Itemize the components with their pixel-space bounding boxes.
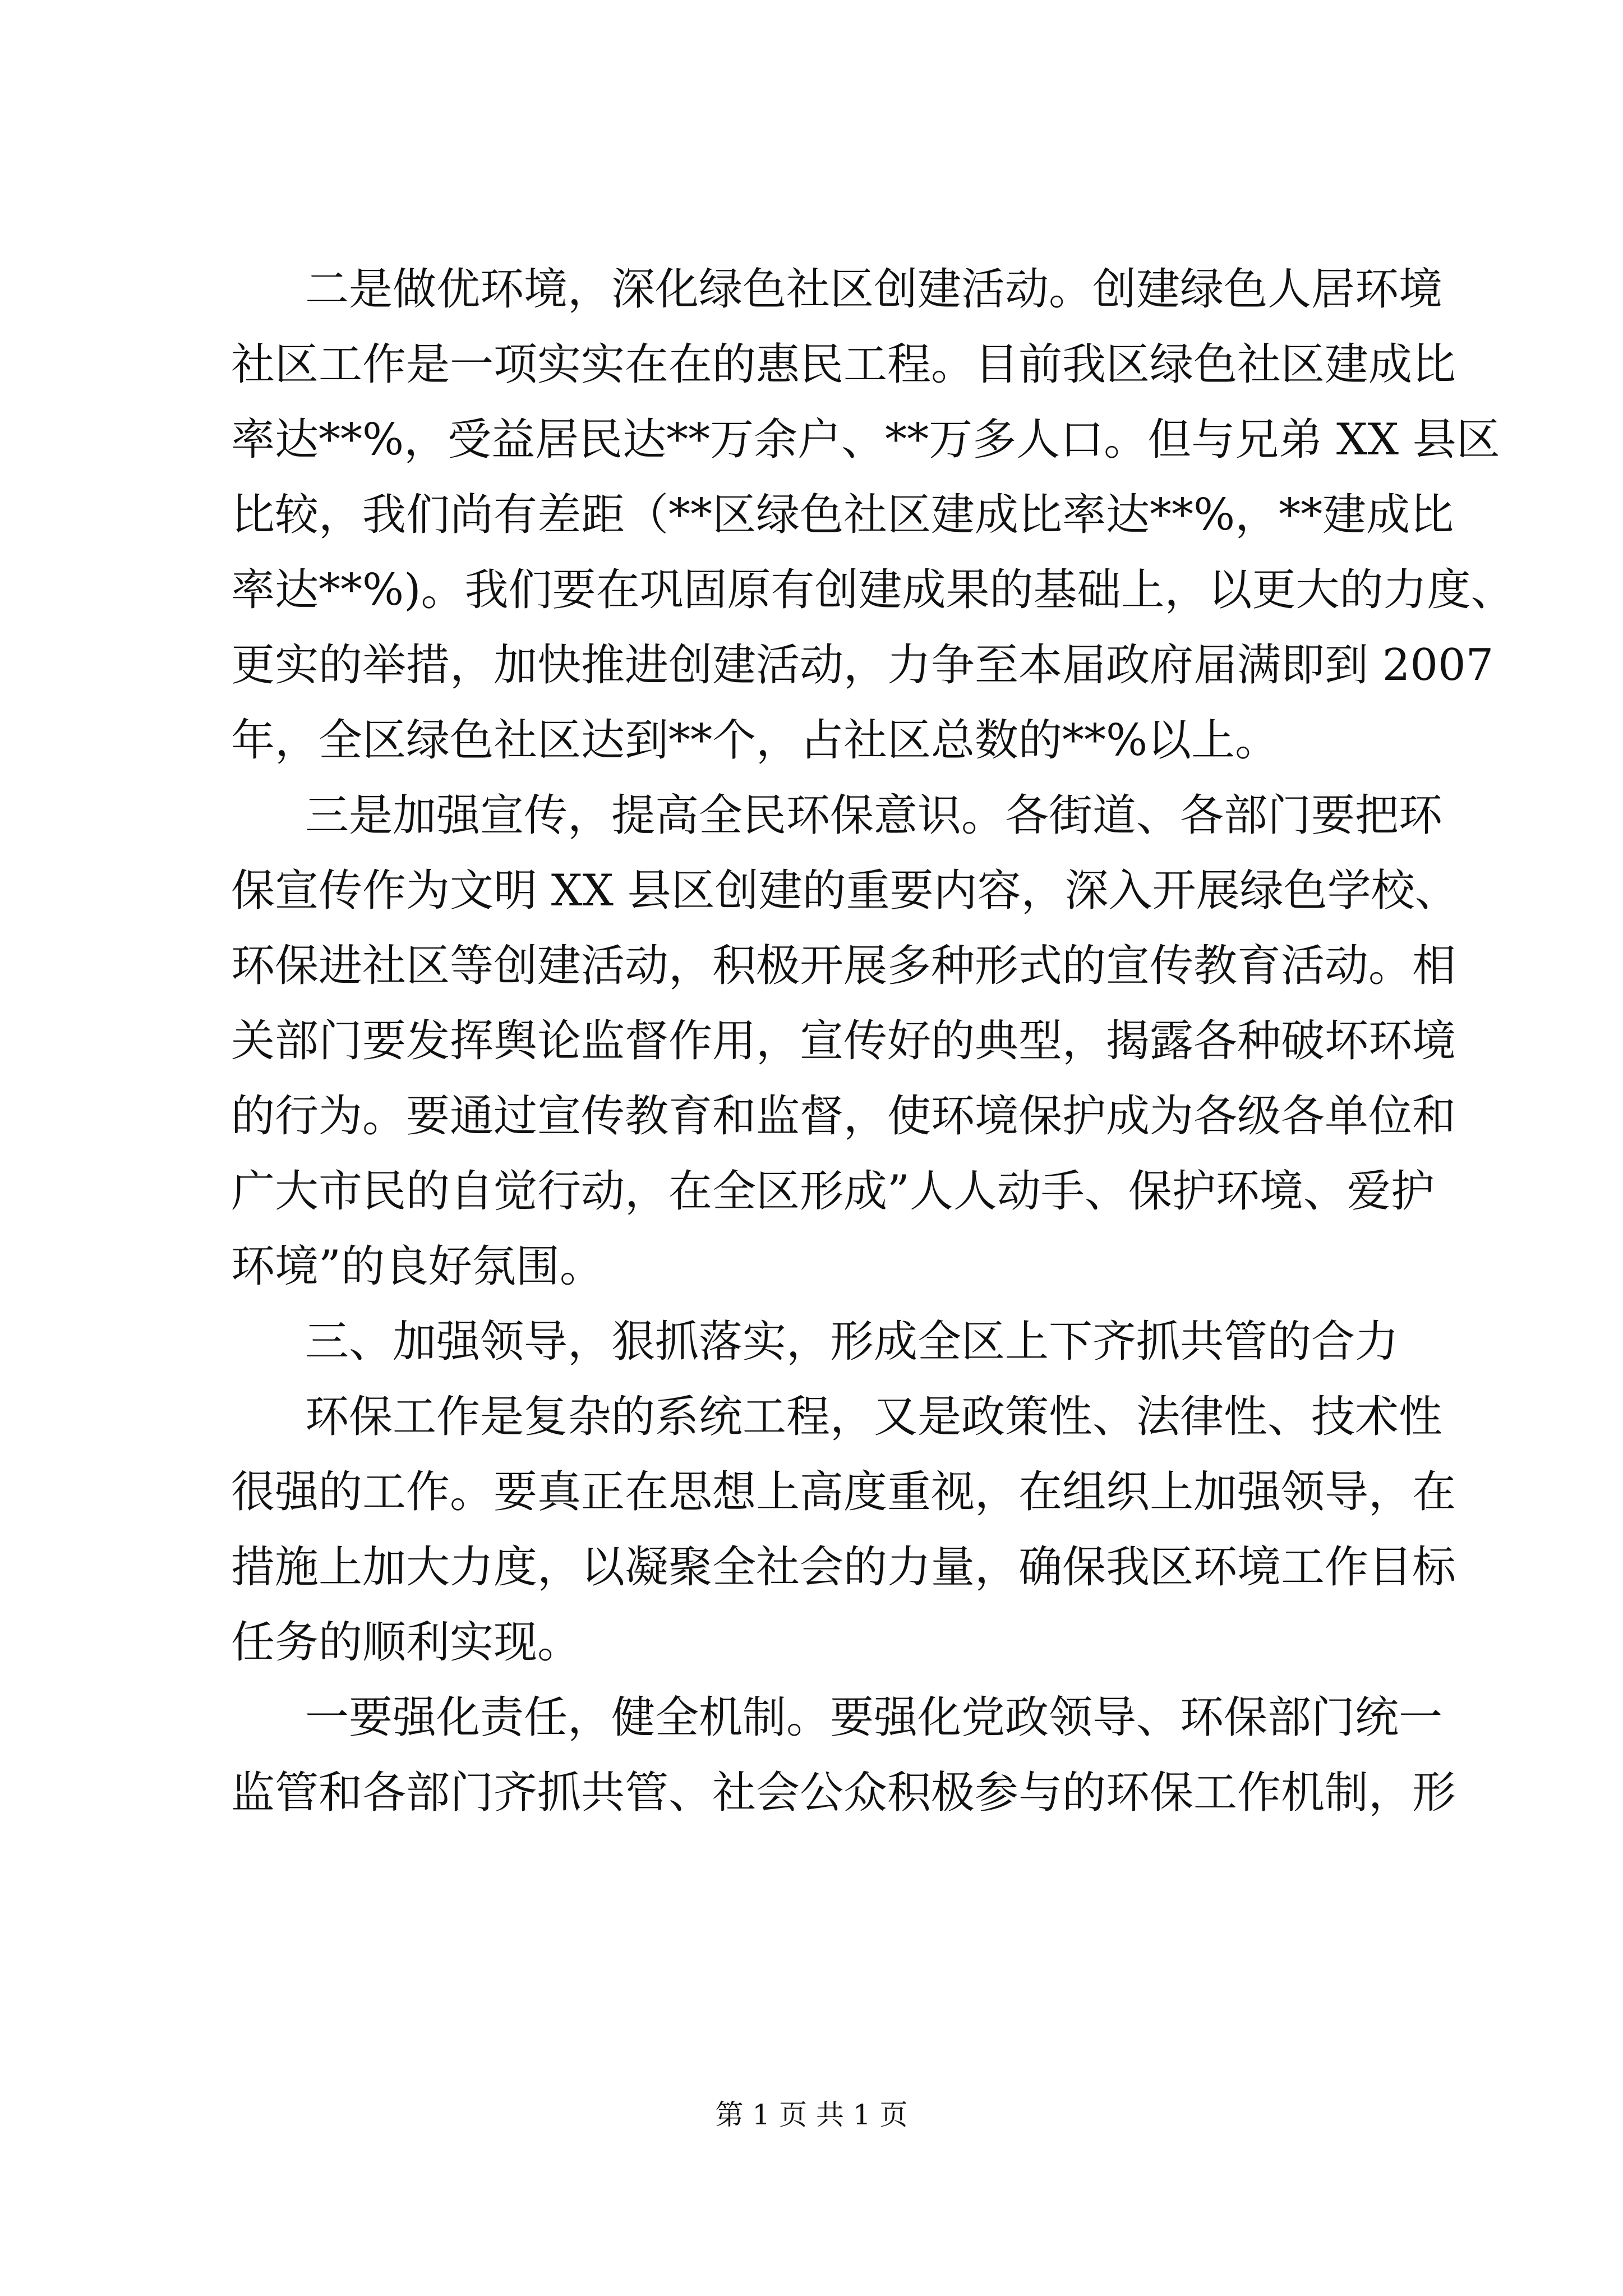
text-line: 关部门要发挥舆论监督作用，宣传好的典型，揭露各种破坏环境: [231, 1016, 1456, 1066]
text-line: 一要强化责任，健全机制。要强化党政领导、环保部门统一: [305, 1692, 1443, 1743]
text-line: 率达**%，受益居民达**万余户、**万多人口。但与兄弟 XX 县区: [231, 415, 1500, 465]
text-line: 监管和各部门齐抓共管、社会公众积极参与的环保工作机制，形: [231, 1768, 1456, 1818]
text-line: 任务的顺利实现。: [231, 1617, 582, 1668]
text-line: 的行为。要通过宣传教育和监督，使环境保护成为各级各单位和: [231, 1091, 1456, 1142]
text-line: 广大市民的自觉行动，在全区形成”人人动手、保护环境、爱护: [231, 1166, 1435, 1217]
text-line: 年，全区绿色社区达到**个，占社区总数的**%以上。: [231, 715, 1279, 766]
text-line: 二是做优环境，深化绿色社区创建活动。创建绿色人居环境: [305, 264, 1443, 315]
text-line: 更实的举措，加快推进创建活动，力争至本届政府届满即到 2007: [231, 640, 1494, 691]
text-line: 很强的工作。要真正在思想上高度重视，在组织上加强领导，在: [231, 1467, 1456, 1517]
text-line: 保宣传作为文明 XX 县区创建的重要内容，深入开展绿色学校、: [231, 866, 1459, 916]
section-heading: 三、加强领导，狠抓落实，形成全区上下齐抓共管的合力: [305, 1317, 1399, 1367]
text-line: 环境”的良好氛围。: [231, 1241, 603, 1292]
text-line: 三是加强宣传，提高全民环保意识。各街道、各部门要把环: [305, 790, 1443, 841]
text-line: 社区工作是一项实实在在的惠民工程。目前我区绿色社区建成比: [231, 339, 1456, 390]
text-line: 措施上加大力度，以凝聚全社会的力量，确保我区环境工作目标: [231, 1542, 1456, 1593]
page-number-footer: 第 1 页 共 1 页: [715, 2099, 908, 2131]
text-line: 环保工作是复杂的系统工程，又是政策性、法律性、技术性: [305, 1392, 1443, 1442]
text-line: 环保进社区等创建活动，积极开展多种形式的宣传教育活动。相: [231, 941, 1456, 991]
text-line: 比较，我们尚有差距（**区绿色社区建成比率达**%，**建成比: [231, 490, 1454, 540]
text-line: 率达**%)。我们要在巩固原有创建成果的基础上，以更大的力度、: [231, 565, 1515, 615]
